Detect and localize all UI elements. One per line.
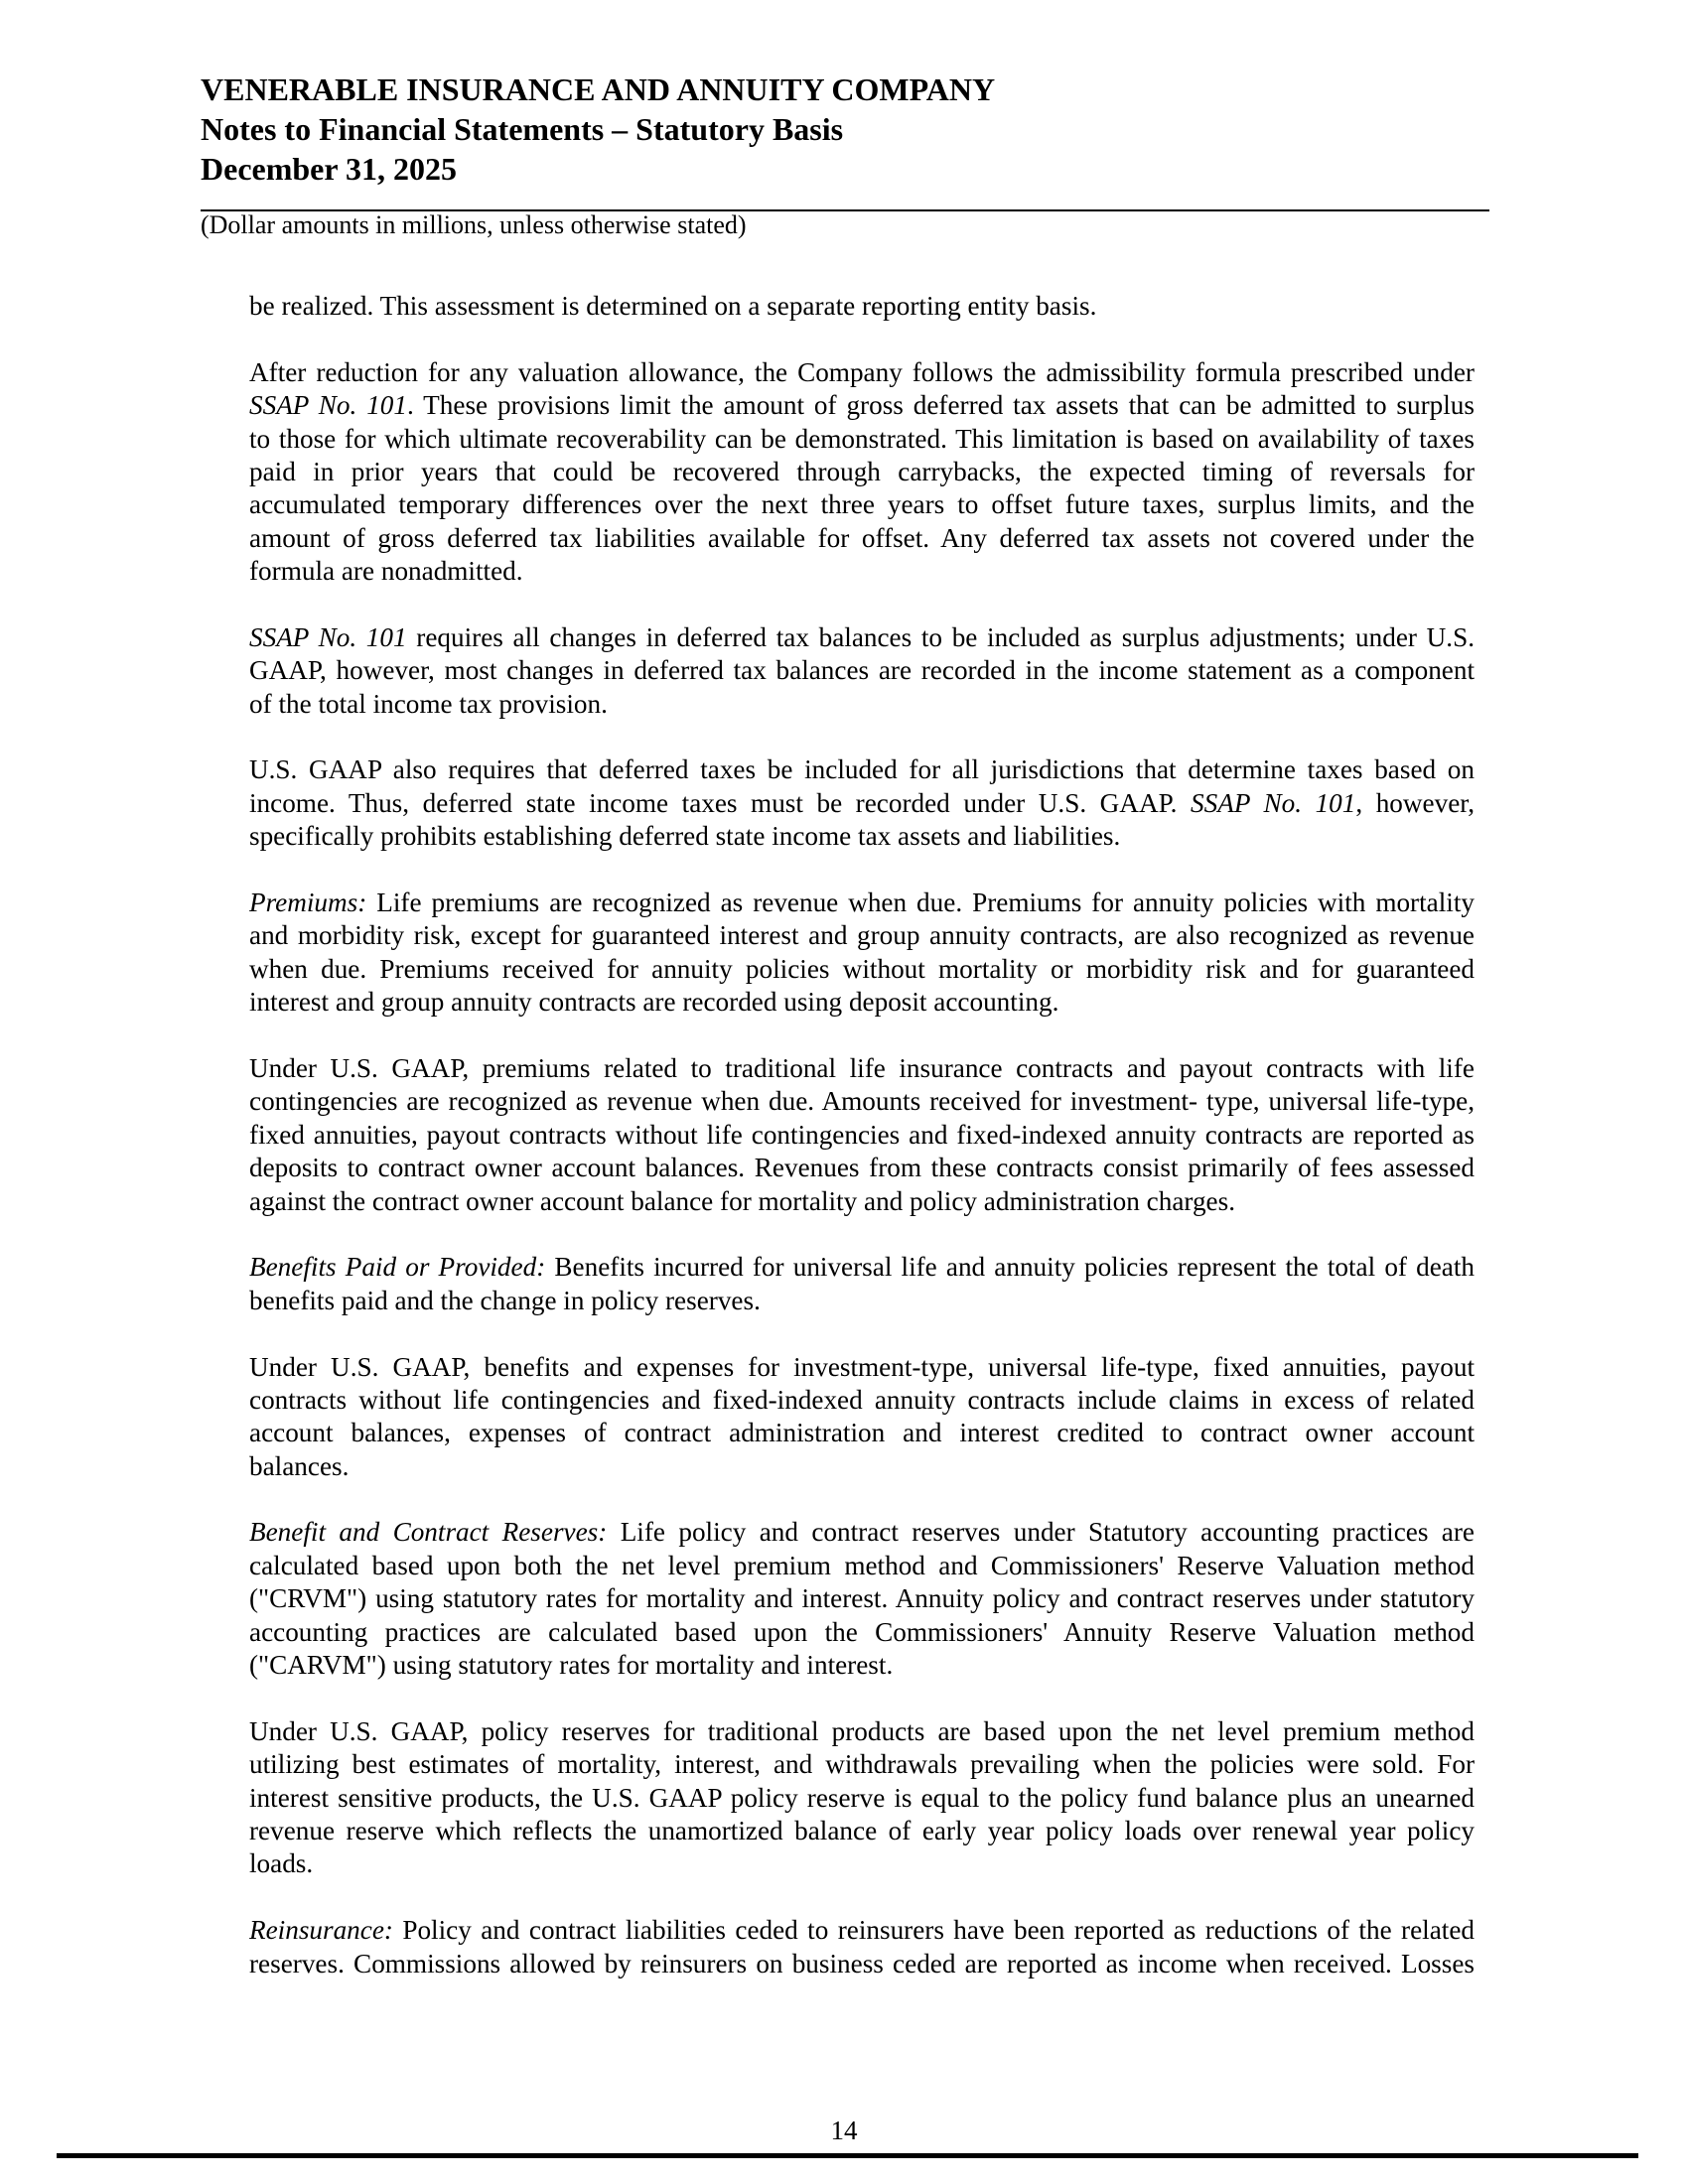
text-run: After reduction for any valuation allowance, the Company follows the admissibility formula prescribed under (249, 356, 1475, 387)
text-line (249, 1285, 1475, 1317)
text-line (249, 1119, 1475, 1152)
text-run: revenue reserve which reflects the unamortized balance of early year policy loads over renewal year policy (249, 1815, 1475, 1845)
text-run: accumulated temporary differences over the next three years to offset future taxes, surplus limits, and the (249, 489, 1475, 520)
text-line (249, 1616, 1475, 1649)
paragraph (249, 290, 1475, 323)
text-run: Under U.S. GAAP, policy reserves for traditional products are based upon the net level premium method (249, 1715, 1475, 1746)
text-line (249, 1185, 1475, 1218)
paragraph (249, 1351, 1475, 1484)
text-line (249, 654, 1475, 687)
text-line (249, 820, 1475, 853)
notes-body (249, 290, 1475, 2013)
text-line (249, 753, 1475, 786)
text-run: benefits paid and the change in policy reserves. (249, 1285, 761, 1315)
text-line (249, 555, 1475, 588)
text-line (249, 1815, 1475, 1847)
text-run: Under U.S. GAAP, premiums related to traditional life insurance contracts and payout contracts with life (249, 1052, 1475, 1083)
text-line (249, 1085, 1475, 1118)
text-line (249, 1715, 1475, 1748)
text-line (249, 1417, 1475, 1449)
text-run: balances. (249, 1450, 350, 1481)
text-line (249, 1052, 1475, 1085)
text-run: Policy and contract liabilities ceded to reinsurers have been reported as reductions of the related (392, 1915, 1475, 1946)
text-run: Life policy and contract reserves under Statutory accounting practices are (607, 1517, 1475, 1548)
text-line (249, 1550, 1475, 1582)
text-run: GAAP, however, most changes in deferred tax balances are recorded in the income statement as a component (249, 655, 1475, 686)
text-run: contingencies are recognized as revenue when due. Amounts received for investment- type, universal life-type, (249, 1086, 1475, 1117)
italic-term: Benefits Paid or Provided: (249, 1252, 546, 1283)
text-run: . These provisions limit the amount of gross deferred tax assets that can be admitted to surplus (406, 390, 1475, 421)
paragraph (249, 1914, 1475, 1980)
text-run: income. Thus, deferred state income taxes must be recorded under U.S. GAAP. (249, 787, 1192, 818)
text-line (249, 919, 1475, 952)
text-run: loads. (249, 1848, 314, 1879)
text-line (249, 389, 1475, 422)
paragraph (249, 1715, 1475, 1881)
paragraph (249, 1052, 1475, 1218)
statement-date: December 31, 2025 (201, 151, 457, 187)
text-line (249, 787, 1475, 820)
text-run: when due. Premiums received for annuity policies without mortality or morbidity risk and for guaranteed (249, 953, 1475, 984)
paragraph (249, 621, 1475, 721)
text-line (249, 1450, 1475, 1483)
text-line (249, 1948, 1475, 1980)
paragraph (249, 1516, 1475, 1682)
text-run: paid in prior years that could be recovered through carrybacks, the expected timing of reversals for (249, 456, 1475, 486)
italic-term: Benefit and Contract Reserves: (249, 1517, 608, 1548)
document-title: Notes to Financial Statements – Statutory Basis (201, 111, 844, 147)
text-run: U.S. GAAP also requires that deferred taxes be included for all jurisdictions that determine taxes based on (249, 754, 1475, 785)
text-line (249, 688, 1475, 721)
text-line (249, 953, 1475, 986)
page-number: 14 (830, 2116, 858, 2145)
text-run: deposits to contract owner account balances. Revenues from these contracts consist primarily of fees assessed (249, 1153, 1475, 1183)
italic-term: SSAP No. 101 (1191, 787, 1356, 818)
text-run: be realized. This assessment is determined on a separate reporting entity basis. (249, 291, 1097, 321)
paragraph (249, 887, 1475, 1020)
text-run: Benefits incurred for universal life and annuity policies represent the total of death (545, 1252, 1475, 1283)
italic-term: Reinsurance: (249, 1915, 393, 1946)
italic-term: SSAP No. 101 (249, 621, 407, 652)
text-run: and morbidity risk, except for guaranteed interest and group annuity contracts, are also recognized as revenue (249, 920, 1475, 951)
paragraph (249, 356, 1475, 589)
text-line (249, 986, 1475, 1019)
text-line (249, 1782, 1475, 1815)
text-run: calculated based upon both the net level premium method and Commissioners' Reserve Valuation method (249, 1550, 1475, 1580)
text-run: , however, (1355, 787, 1476, 818)
text-run: Life premiums are recognized as revenue when due. Premiums for annuity policies with mortality (366, 887, 1475, 918)
paragraph (249, 1251, 1475, 1317)
text-line (249, 1847, 1475, 1880)
text-run: interest and group annuity contracts are recorded using deposit accounting. (249, 987, 1059, 1018)
text-run: fixed annuities, payout contracts without life contingencies and fixed-indexed annuity contracts are reported as (249, 1119, 1475, 1150)
text-run: utilizing best estimates of mortality, interest, and withdrawals prevailing when the policies were sold. For (249, 1749, 1475, 1780)
company-name: VENERABLE INSURANCE AND ANNUITY COMPANY (201, 71, 996, 107)
units-note: (Dollar amounts in millions, unless otherwise stated) (201, 210, 747, 239)
text-line (249, 488, 1475, 521)
italic-term: SSAP No. 101 (249, 390, 407, 421)
text-line (249, 1152, 1475, 1184)
text-line (249, 1516, 1475, 1549)
text-line (249, 1384, 1475, 1417)
text-line (249, 290, 1475, 323)
footer-divider (57, 2153, 1638, 2158)
text-run: accounting practices are calculated based upon the Commissioners' Annuity Reserve Valuation method (249, 1616, 1475, 1647)
text-line (249, 621, 1475, 654)
text-run: requires all changes in deferred tax balances to be included as surplus adjustments; under U.S. (406, 621, 1475, 652)
text-run: formula are nonadmitted. (249, 556, 523, 587)
text-line (249, 456, 1475, 488)
text-line (249, 887, 1475, 919)
text-run: contracts without life contingencies and fixed-indexed annuity contracts include claims in excess of related (249, 1384, 1475, 1415)
text-line (249, 356, 1475, 389)
text-run: ("CRVM") using statutory rates for mortality and interest. Annuity policy and contract reserves under statutory (249, 1583, 1475, 1614)
text-line (249, 423, 1475, 456)
text-line (249, 1748, 1475, 1781)
text-line (249, 1351, 1475, 1384)
text-run: interest sensitive products, the U.S. GAAP policy reserve is equal to the policy fund balance plus an unearned (249, 1782, 1475, 1813)
text-run: against the contract owner account balance for mortality and policy administration charges. (249, 1185, 1235, 1216)
text-line (249, 1251, 1475, 1284)
page-header (201, 69, 995, 189)
text-line (249, 1582, 1475, 1615)
text-run: ("CARVM") using statutory rates for mortality and interest. (249, 1650, 894, 1681)
italic-term: Premiums: (249, 887, 367, 918)
text-run: account balances, expenses of contract administration and interest credited to contract owner account (249, 1418, 1475, 1448)
text-run: amount of gross deferred tax liabilities available for offset. Any deferred tax assets not covered under the (249, 522, 1475, 553)
paragraph (249, 753, 1475, 853)
text-line (249, 1914, 1475, 1947)
text-line (249, 1649, 1475, 1682)
text-run: to those for which ultimate recoverability can be demonstrated. This limitation is based on availability of taxes (249, 423, 1475, 454)
text-run: of the total income tax provision. (249, 688, 608, 719)
text-line (249, 522, 1475, 555)
text-run: reserves. Commissions allowed by reinsurers on business ceded are reported as income when received. Losses (249, 1948, 1475, 1979)
text-run: specifically prohibits establishing deferred state income tax assets and liabilities. (249, 821, 1121, 852)
text-run: Under U.S. GAAP, benefits and expenses for investment-type, universal life-type, fixed annuities, payout (249, 1351, 1475, 1382)
